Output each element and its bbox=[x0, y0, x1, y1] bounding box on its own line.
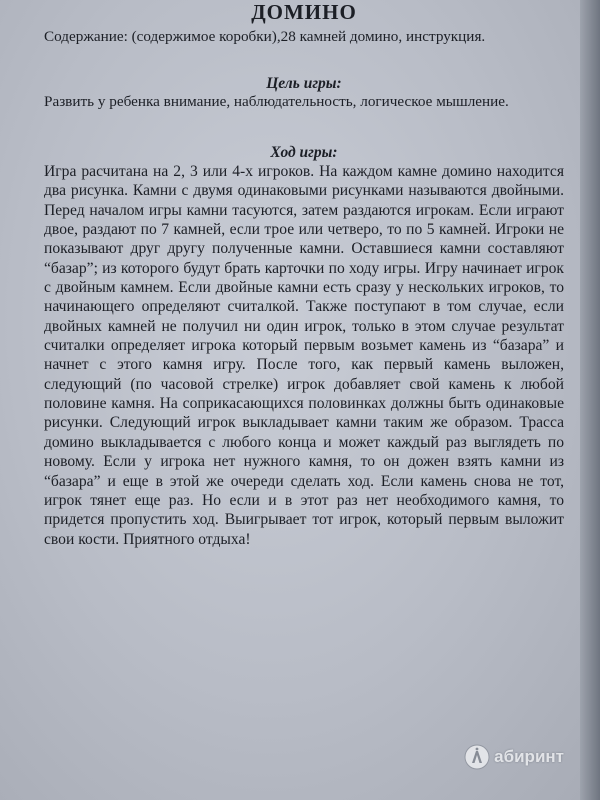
document-body bbox=[44, 0, 564, 549]
watermark bbox=[464, 744, 564, 770]
labirint-logo-icon bbox=[464, 744, 490, 770]
process-paragraph: Игра расчитана на 2, 3 или 4-х игроков. На каждом камне домино находится два рисунка. Камни с двумя одинаковыми рисунками называются двойными. Перед началом игры камни тасуются, затем раздаются игрокам. Если играют двое, раздают по 7 камней, если трое или четверо, то по 5 камней. Игроки не показывают друг другу полученные камни. Оставшиеся камни составляют “базар”; из которого будут брать карточки по ходу игры. Игру начинает игрок с двойным камнем. Если двойные камни есть сразу у нескольких игроков, то начинающего определяют считалкой. Также поступают в том случае, если двойных камней не получил ни один игрок, только в этом случае результат считалки определяет игрока который первым возьмет камень из “базара” и начнет с этого камня игру. После того, как первый камень выложен, следующий (по часовой стрелке) игрок добавляет свой камень к любой половине камня. На соприкасающихся половинках должны быть одинаковые рисунки. Следующий игрок выкладывает камни таким же образом. Трасса домино выкладывается с любого конца и может каждый раз выглядеть по новому. Если у игрока нет нужного камня, то он дожен взять камни из “базара” и еще в этой же очереди сделать ход. Если камень снова не тот, игрок тянет еще раз. Но если и в этот раз нет необходимого камня, то придется пропустить ход. Выигрывает тот игрок, который первым выложит свои кости. Приятного отдыха! bbox=[44, 163, 564, 548]
goal-heading: Цель игры: bbox=[266, 75, 342, 92]
goal-paragraph: Развить у ребенка внимание, наблюдательность, логическое мышление. bbox=[44, 93, 509, 110]
contents-paragraph: Содержание: (содержимое коробки),28 камней домино, инструкция. bbox=[44, 28, 486, 45]
document-title: ДОМИНО bbox=[251, 0, 357, 24]
watermark-text: абиринт bbox=[494, 747, 564, 766]
page-edge-shadow bbox=[580, 0, 600, 800]
process-heading: Ход игры: bbox=[270, 144, 338, 161]
